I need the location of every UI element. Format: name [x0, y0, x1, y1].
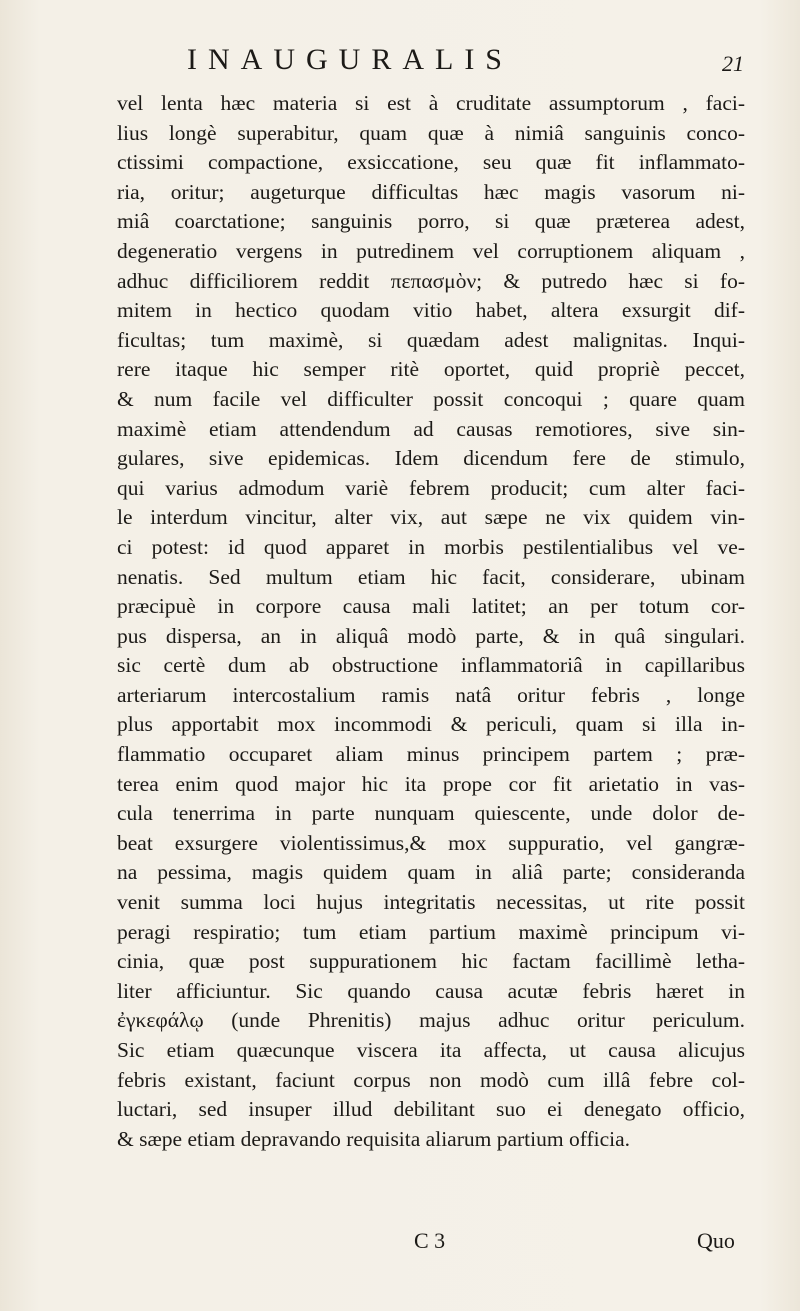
- text-line: na pessima, magis quidem quam in aliâ parte; consideranda: [117, 860, 745, 885]
- text-line: luctari, sed insuper illud debilitant suo ei denegato officio,: [117, 1097, 745, 1122]
- text-line: & num facile vel difficulter possit concoqui ; quare quam: [117, 386, 745, 411]
- text-line: maximè etiam attendendum ad causas remotiores, sive sin-: [117, 416, 745, 441]
- signature-mark: C 3: [414, 1228, 446, 1253]
- text-line: nenatis. Sed multum etiam hic facit, considerare, ubinam: [117, 564, 745, 589]
- text-line: beat exsurgere violentissimus,& mox suppuratio, vel gangræ-: [117, 830, 745, 855]
- page-footer: [0, 1226, 800, 1256]
- text-line: sic certè dum ab obstructione inflammatoriâ in capillaribus: [117, 653, 745, 678]
- text-line: præcipuè in corpore causa mali latitet; an per totum cor-: [117, 594, 745, 619]
- text-line: ria, oritur; augeturque difficultas hæc magis vasorum ni-: [117, 179, 745, 204]
- text-line: febris existant, faciunt corpus non modò cum illâ febre col-: [117, 1067, 745, 1092]
- text-line: le interdum vincitur, alter vix, aut sæpe ne vix quidem vin-: [117, 505, 745, 530]
- text-line: ctissimi compactione, exsiccatione, seu quæ fit inflammato-: [117, 150, 745, 175]
- text-line: cinia, quæ post suppurationem hic factam facillimè letha-: [117, 949, 745, 974]
- text-line: cula tenerrima in parte nunquam quiescente, unde dolor de-: [117, 801, 745, 826]
- text-line: terea enim quod major hic ita prope cor fit arietatio in vas-: [117, 771, 745, 796]
- text-line: rere itaque hic semper ritè oportet, quid propriè peccet,: [117, 357, 745, 382]
- running-title: INAUGURALIS: [187, 43, 513, 76]
- text-line: pus dispersa, an in aliquâ modò parte, & in quâ singulari.: [117, 623, 745, 648]
- running-head: [0, 40, 800, 80]
- text-line: vel lenta hæc materia si est à cruditate assumptorum , faci-: [117, 91, 745, 115]
- text-line: miâ coarctatione; sanguinis porro, si quæ præterea adest,: [117, 209, 745, 234]
- text-line: Sic etiam quæcunque viscera ita affecta, ut causa alicujus: [117, 1038, 745, 1062]
- text-line: lius longè superabitur, quam quæ à nimiâ sanguinis conco-: [117, 120, 745, 145]
- text-line: venit summa loci hujus integritatis necessitas, ut rite possit: [117, 890, 745, 915]
- text-line: mitem in hectico quodam vitio habet, altera exsurgit dif-: [117, 298, 745, 323]
- text-line: & sæpe etiam depravando requisita aliarum partium officia.: [117, 1126, 631, 1151]
- text-line: qui varius admodum variè febrem producit; cum alter faci-: [117, 475, 745, 500]
- text-line: peragi respiratio; tum etiam partium maximè principum vi-: [117, 919, 745, 944]
- catchword: Quo: [697, 1228, 735, 1253]
- text-line: ficultas; tum maximè, si quædam adest malignitas. Inqui-: [117, 327, 745, 352]
- text-line: ἐγκεφάλῳ (unde Phrenitis) majus adhuc oritur periculum.: [117, 1008, 745, 1033]
- text-line: arteriarum intercostalium ramis natâ oritur febris , longe: [117, 682, 745, 707]
- page-number: 21: [722, 51, 744, 76]
- text-line: adhuc difficiliorem reddit πεπασμὸν; & putredo hæc si fo-: [117, 268, 745, 293]
- text-line: plus apportabit mox incommodi & periculi, quam si illa in-: [117, 712, 745, 737]
- body-text: [117, 89, 745, 1154]
- text-line: flammatio occuparet aliam minus principem partem ; præ-: [117, 742, 745, 767]
- text-line: degeneratio vergens in putredinem vel corruptionem aliquam ,: [117, 238, 745, 263]
- text-line: ci potest: id quod apparet in morbis pestilentialibus vel ve-: [117, 534, 745, 559]
- text-line: liter afficiuntur. Sic quando causa acutæ febris hæret in: [117, 978, 745, 1003]
- text-line: gulares, sive epidemicas. Idem dicendum fere de stimulo,: [117, 446, 745, 471]
